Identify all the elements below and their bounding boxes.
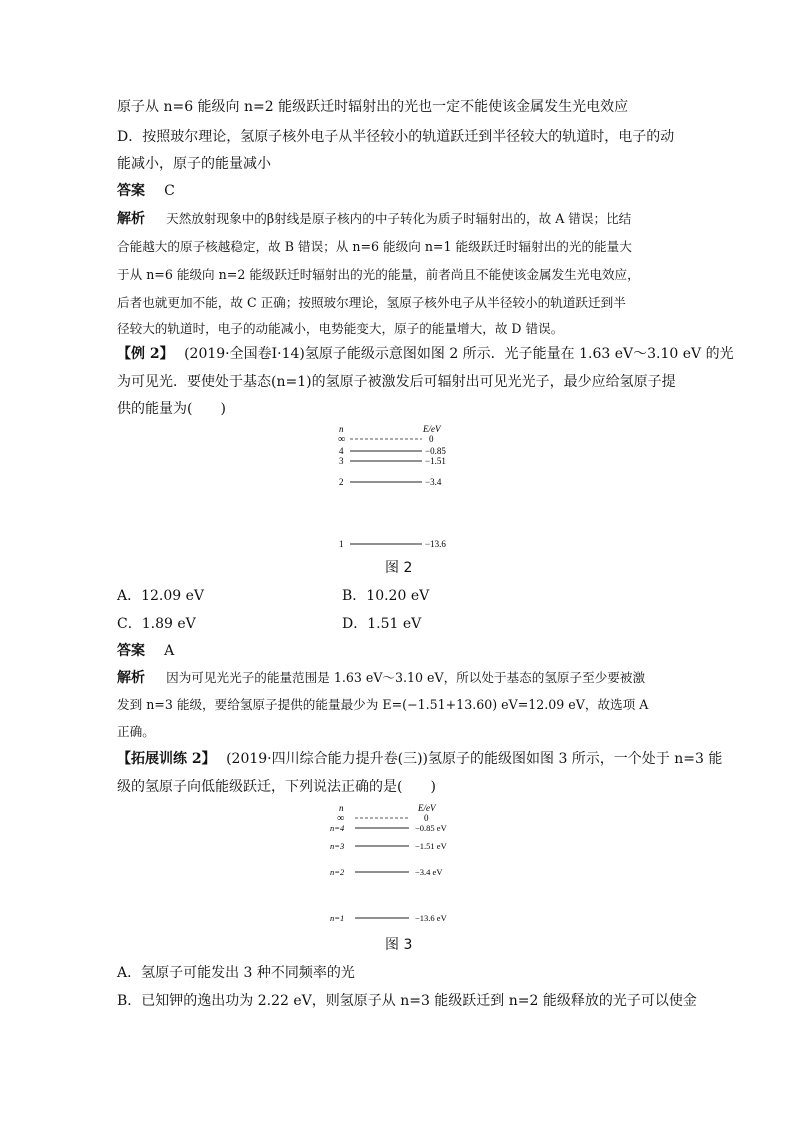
analysis-1-line2: 合能越大的原子核越稳定，故 B 错误；从 n=6 能级向 n=1 能级跃迁时辐射出的光的能量大 <box>117 239 632 254</box>
fig2-e-header: E/eV <box>423 424 441 434</box>
fig3-level-energy: −13.6 eV <box>415 913 447 923</box>
analysis-2-line1 <box>117 667 645 687</box>
analysis-text: 因为可见光光子的能量范围是 1.63 eV～3.10 eV，所以处于基态的氢原子至少要被激 <box>166 670 646 685</box>
option-d-line1: D．按照玻尔理论，氢原子核外电子从半径较小的轨道跃迁到半径较大的轨道时，电子的动 <box>117 129 675 145</box>
example-2-line1 <box>117 343 734 363</box>
option-d-line2: 能减小，原子的能量减小 <box>117 156 271 172</box>
fig2-level-label: 2 <box>339 477 344 487</box>
fig3-level-energy: −1.51 eV <box>415 841 447 851</box>
exercise-option-b: B．已知钾的逸出功为 2.22 eV，则氢原子从 n=3 能级跃迁到 n=2 能级释放的光子可以使金 <box>117 993 697 1009</box>
fig2-level-label: 4 <box>339 446 344 456</box>
fig3-level-label: n=1 <box>330 913 345 923</box>
answer-value: C <box>164 183 175 199</box>
analysis-1-line4: 后者也就更加不能，故 C 正确；按照玻尔理论，氢原子核外电子从半径较小的轨道跃迁到半 <box>117 295 626 310</box>
option-a: A．12.09 eV <box>117 588 205 604</box>
fig3-level-energy: 0 <box>424 813 429 823</box>
fig2-level-energy: −1.51 <box>425 456 446 466</box>
answer-value: A <box>164 643 175 659</box>
exercise-2-line1 <box>117 748 722 768</box>
fig3-level-label: n=4 <box>330 823 345 833</box>
fig2-level-energy: −13.6 <box>425 539 446 549</box>
analysis-text: 天然放射现象中的β射线是原子核内的中子转化为质子时辐射出的，故 A 错误；比结 <box>166 211 632 226</box>
example-2-line3: 供的能量为( ) <box>117 401 226 417</box>
exercise-2-line2: 级的氢原子向低能级跃迁，下列说法正确的是( ) <box>117 779 436 795</box>
analysis-1-line1 <box>117 208 631 228</box>
figure-2-caption: 图 2 <box>385 560 413 576</box>
example-text: (2019·全国卷Ⅰ·14)氢原子能级示意图如图 2 所示．光子能量在 1.63 eV～3.10 eV 的光 <box>184 346 734 362</box>
exercise-text: (2019·四川综合能力提升卷(三))氢原子的能级图如图 3 所示，一个处于 n=3 能 <box>226 751 723 767</box>
fig3-e-header: E/eV <box>418 803 436 813</box>
answer-1 <box>117 180 175 200</box>
option-d: D．1.51 eV <box>342 616 422 632</box>
fig2-n-header: n <box>339 424 344 434</box>
fig2-level-energy: 0 <box>429 434 434 444</box>
exercise-option-a: A．氢原子可能发出 3 种不同频率的光 <box>117 965 355 981</box>
fig2-level-energy: −0.85 <box>425 446 446 456</box>
analysis-1-line3: 于从 n=6 能级向 n=2 能级跃迁时辐射出的光的能量，前者尚且不能使该金属发生光电效应， <box>117 267 640 282</box>
fig2-level-label: 1 <box>339 539 344 549</box>
answer-label: 答案 <box>117 183 145 199</box>
energy-level-diagram-fig2 <box>330 420 480 555</box>
option-c: C．1.89 eV <box>117 616 196 632</box>
fig2-level-label: ∞ <box>338 434 346 445</box>
fig2-level-label: 3 <box>339 456 344 466</box>
example-2-line2: 为可见光．要使处于基态(n=1)的氢原子被激发后可辐射出可见光光子，最少应给氢原子提 <box>117 374 676 390</box>
analysis-2-line2: 发到 n=3 能级，要给氢原子提供的能量最少为 E=(−1.51+13.60) eV=12.09 eV，故选项 A <box>117 697 649 712</box>
fig3-level-label: ∞ <box>337 813 345 824</box>
exercise-tag: 【拓展训练 2】 <box>117 751 216 767</box>
energy-level-diagram-fig3 <box>325 800 475 928</box>
analysis-label: 解析 <box>117 670 145 686</box>
fig3-level-energy: −3.4 eV <box>415 867 443 877</box>
prev-question-tail: 原子从 n=6 能级向 n=2 能级跃迁时辐射出的光也一定不能使该金属发生光电效应 <box>117 99 629 115</box>
analysis-label: 解析 <box>117 211 145 227</box>
analysis-2-line3: 正确。 <box>117 724 155 739</box>
fig3-level-label: n=3 <box>330 841 345 851</box>
option-b: B．10.20 eV <box>342 588 430 604</box>
fig3-n-header: n <box>339 803 344 813</box>
example-tag: 【例 2】 <box>117 346 174 362</box>
answer-2 <box>117 640 174 660</box>
figure-3-caption: 图 3 <box>385 937 413 953</box>
fig2-level-energy: −3.4 <box>425 477 442 487</box>
fig3-level-energy: −0.85 eV <box>415 823 447 833</box>
fig3-level-label: n=2 <box>330 867 345 877</box>
answer-label: 答案 <box>117 643 145 659</box>
analysis-1-line5: 径较大的轨道时，电子的动能减小，电势能变大，原子的能量增大，故 D 错误。 <box>117 321 564 336</box>
